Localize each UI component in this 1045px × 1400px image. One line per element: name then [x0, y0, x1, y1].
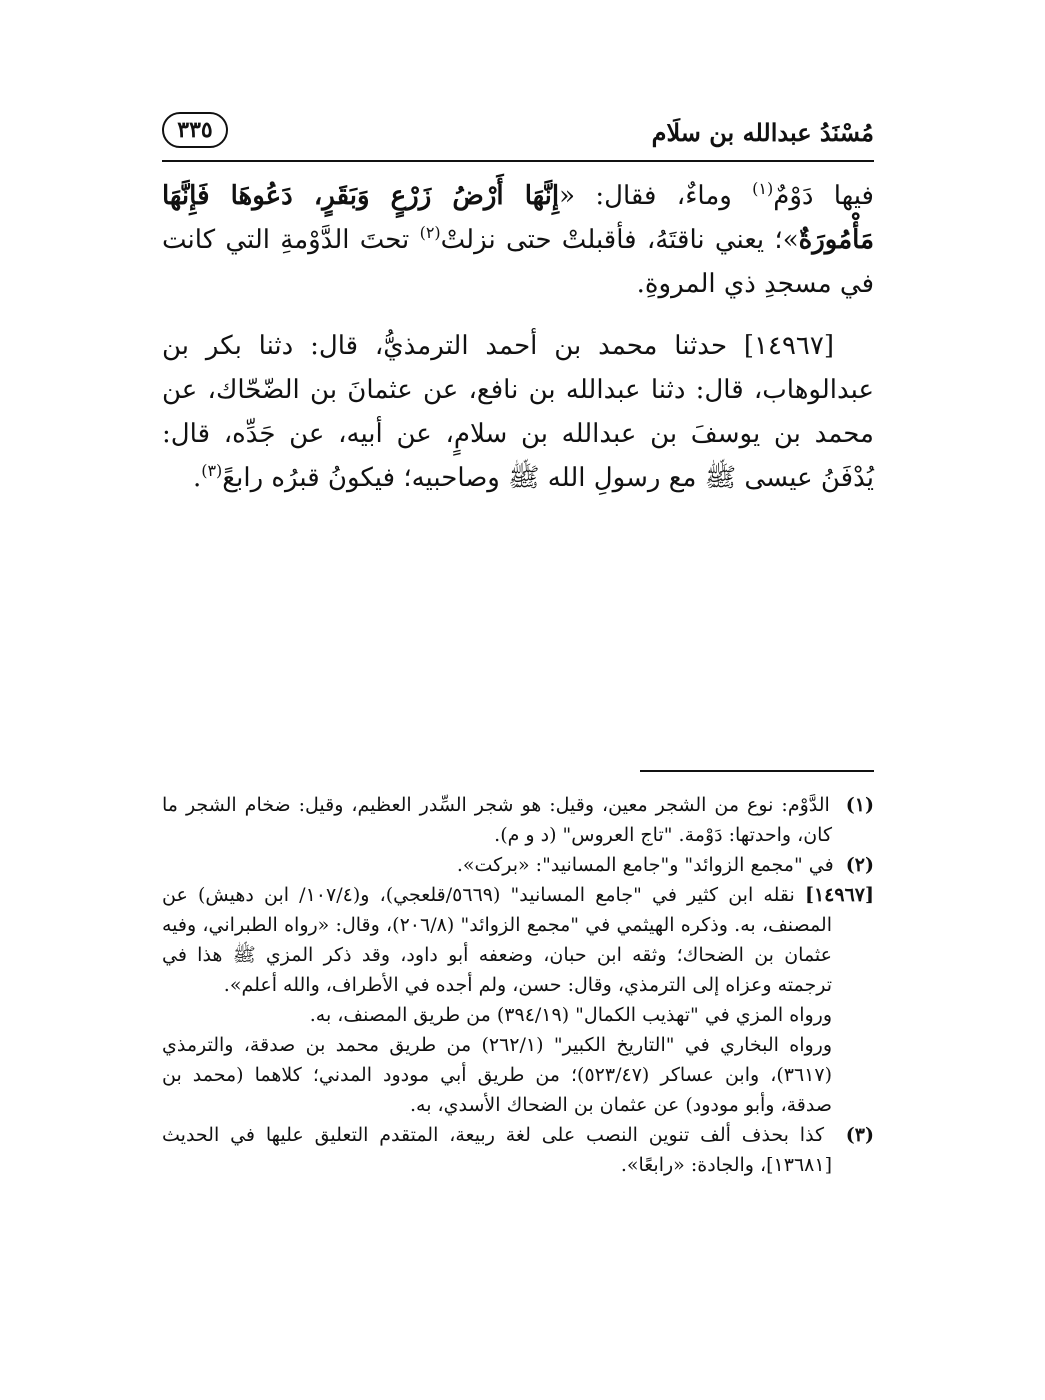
- footnote-1: [162, 790, 874, 850]
- footnote-text: كذا بحذف ألف تنوين النصب على لغة ربيعة، المتقدم التعليق عليها في الحديث [١٣٦٨١]، والجادة: «رابعًا».: [162, 1124, 832, 1176]
- p1-text-d: تحتَ الدَّوْمةِ التي كانت في مسجدِ ذي المروةِ.: [162, 225, 874, 299]
- footnote-number: (١): [845, 794, 874, 816]
- footnote-rule: [640, 770, 874, 772]
- footnote-continuation: ورواه المزي في "تهذيب الكمال" (٣٩٤/١٩) من طريق المصنف، به.: [309, 1004, 832, 1026]
- page-header: [162, 112, 874, 154]
- paragraph-hadith-14967: [162, 324, 874, 500]
- footnote-text: في "مجمع الزوائد" و"جامع المسانيد": «بركت».: [456, 854, 834, 876]
- footnote-ref-3[interactable]: (٣): [201, 461, 223, 480]
- p2-text-a: [١٤٩٦٧] حدثنا محمد بن أحمد الترمذيُّ، قال: دثنا بكر بن عبدالوهاب، قال: دثنا عبدالله بن نافع، عن عثمانَ بن الضّحّاك، عن محمد بن يوسفَ بن عبدالله بن سلامٍ، عن أبيه، عن جَدِّه، قال: يُدْفَنُ عيسى ﷺ مع رسولِ الله ﷺ وصاحبيه؛ فيكونُ قبرُه رابعً: [162, 331, 874, 493]
- p1-text-b: وماءٌ، فقال: «: [559, 181, 753, 211]
- footnote-continuation: ورواه البخاري في "التاريخ الكبير" (٢٦٢/١) من طريق محمد بن صدقة، والترمذي (٣٦١٧)، وابن عساكر (٥٢٣/٤٧)؛ من طريق أبي مودود المدني؛ كلاهما (محمد بن صدقة، وأبو مودود) عن عثمان بن الضحاك الأسدي، به.: [162, 1034, 832, 1116]
- p1-text-a: فيها دَوْمٌ: [773, 181, 874, 211]
- page-number: ٣٣٥: [162, 112, 228, 148]
- footnote-hadith-14967: [162, 880, 874, 1000]
- footnote-number: (٣): [845, 1124, 874, 1146]
- footnote-text: نقله ابن كثير في "جامع المسانيد" (٥٦٦٩/قلعجي)، و(١٠٧/٤/ ابن دهيش) عن المصنف، به. وذكره الهيثمي في "مجمع الزوائد" (٢٠٦/٨)، وقال: «رواه الطبراني، وفيه عثمان بن الضحاك؛ وثقه ابن حبان، وضعفه أبو داود، وقد ذكر المزي ﷺ هذا في ترجمته وعزاه إلى الترمذي، وقال: حسن، ولم أجده في الأطراف، والله أعلم».: [162, 884, 833, 996]
- footnote-ref-1[interactable]: (١): [752, 179, 774, 198]
- p2-text-b: .: [192, 463, 202, 493]
- footnote-number: (٢): [845, 854, 874, 876]
- footnote-ref-2[interactable]: (٢): [419, 223, 441, 242]
- hadith-quote: إِنَّهَا أَرْضُ زَرْعٍ وَبَقَرٍ، دَعُوهَا فَإِنَّهَا مَأْمُورَةٌ: [162, 181, 874, 255]
- p1-text-c: »؛ يعني ناقتَهُ، فأقبلتْ حتى نزلتْ: [440, 225, 799, 255]
- footnotes: [162, 790, 874, 1180]
- footnote-3: [162, 1120, 874, 1180]
- header-rule: [162, 160, 874, 162]
- paragraph-1: [162, 174, 874, 306]
- main-text: [162, 174, 874, 500]
- footnote-2: [162, 850, 874, 880]
- footnote-number: [١٤٩٦٧]: [804, 884, 874, 906]
- running-title: مُسْنَدُ عبدالله بن سلَام: [651, 118, 874, 147]
- footnote-text: الدَّوْم: نوع من الشجر معين، وقيل: هو شجر السِّدر العظيم، وقيل: ضخام الشجر ما كان، واحدتها: دَوْمة. "تاج العروس" (د و م).: [162, 794, 832, 846]
